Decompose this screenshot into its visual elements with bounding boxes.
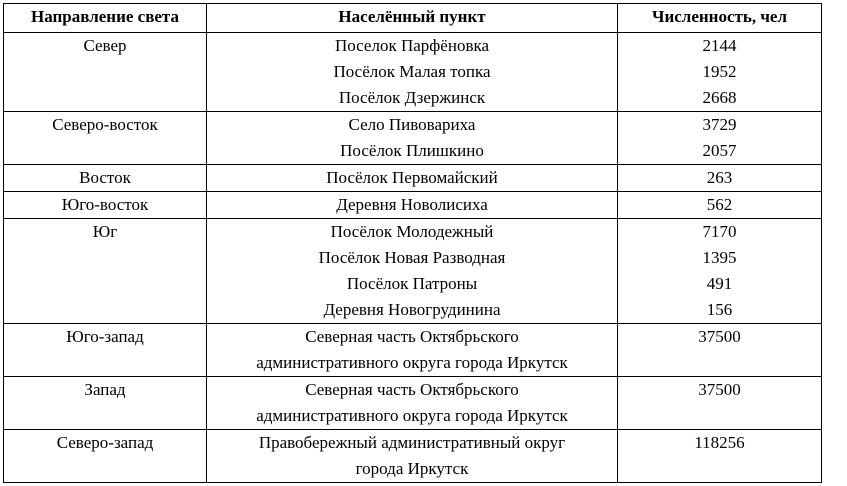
settlement-name: административного округа города Иркутск [256,406,568,425]
table-row [4,324,822,377]
settlement-name: административного округа города Иркутск [256,353,568,372]
settlement-cell [207,324,618,377]
population-value: 118256 [694,433,745,452]
settlement-name: Посёлок Патроны [346,274,478,293]
settlement-cell [207,112,618,165]
population-value: 156 [706,300,733,319]
settlement-name: Посёлок Дзержинск [338,88,486,107]
table-row [4,165,822,192]
population-cell [618,430,822,483]
population-cell [618,112,822,165]
direction-cell: Северо-запад [4,430,207,483]
header-population: Численность, чел [618,4,822,33]
header-row [4,4,822,33]
table-row [4,112,822,165]
settlement-name: Поселок Парфёновка [334,36,490,55]
population-table [3,3,822,483]
population-value: 37500 [698,327,741,346]
settlement-cell [207,430,618,483]
settlement-name: Деревня Новогрудинина [323,300,501,319]
population-cell [618,377,822,430]
table-row [4,219,822,324]
population-cell [618,324,822,377]
settlement-name: Правобережный административный округ [258,433,566,452]
settlement-name: Посёлок Новая Разводная [318,248,506,267]
settlement-name: города Иркутск [355,459,469,478]
settlement-name: Посёлок Малая топка [333,62,491,81]
direction-cell: Восток [4,165,207,192]
direction-cell: Юго-запад [4,324,207,377]
direction-cell: Северо-восток [4,112,207,165]
population-cell [618,192,822,219]
settlement-cell [207,165,618,192]
population-cell [618,165,822,192]
settlement-name: Село Пивовариха [348,115,476,134]
population-value: 491 [706,274,733,293]
settlement-cell [207,192,618,219]
settlement-cell [207,219,618,324]
settlement-name: Северная часть Октябрьского [305,380,519,399]
header-direction: Направление света [4,4,207,33]
table-row [4,430,822,483]
population-value: 1952 [702,62,737,81]
settlement-name: Северная часть Октябрьского [305,327,519,346]
direction-cell: Запад [4,377,207,430]
table-row [4,192,822,219]
population-value: 2668 [702,88,737,107]
population-value: 7170 [702,222,737,241]
settlement-name: Посёлок Молодежный [330,222,494,241]
settlement-name: Посёлок Плишкино [340,141,484,160]
population-value: 37500 [698,380,741,399]
population-value: 263 [706,168,733,187]
population-value: 562 [706,195,733,214]
population-value: 2144 [702,36,737,55]
population-value: 1395 [702,248,737,267]
population-cell [618,219,822,324]
population-value: 2057 [702,141,737,160]
settlement-name: Деревня Новолисиха [336,195,488,214]
direction-cell: Юго-восток [4,192,207,219]
table-row [4,33,822,112]
settlement-cell [207,33,618,112]
settlement-name: Посёлок Первомайский [326,168,498,187]
population-cell [618,33,822,112]
settlement-cell [207,377,618,430]
table-row [4,377,822,430]
direction-cell: Юг [4,219,207,324]
header-settlement: Населённый пункт [207,4,618,33]
population-value: 3729 [702,115,737,134]
table-body [4,33,822,483]
direction-cell: Север [4,33,207,112]
